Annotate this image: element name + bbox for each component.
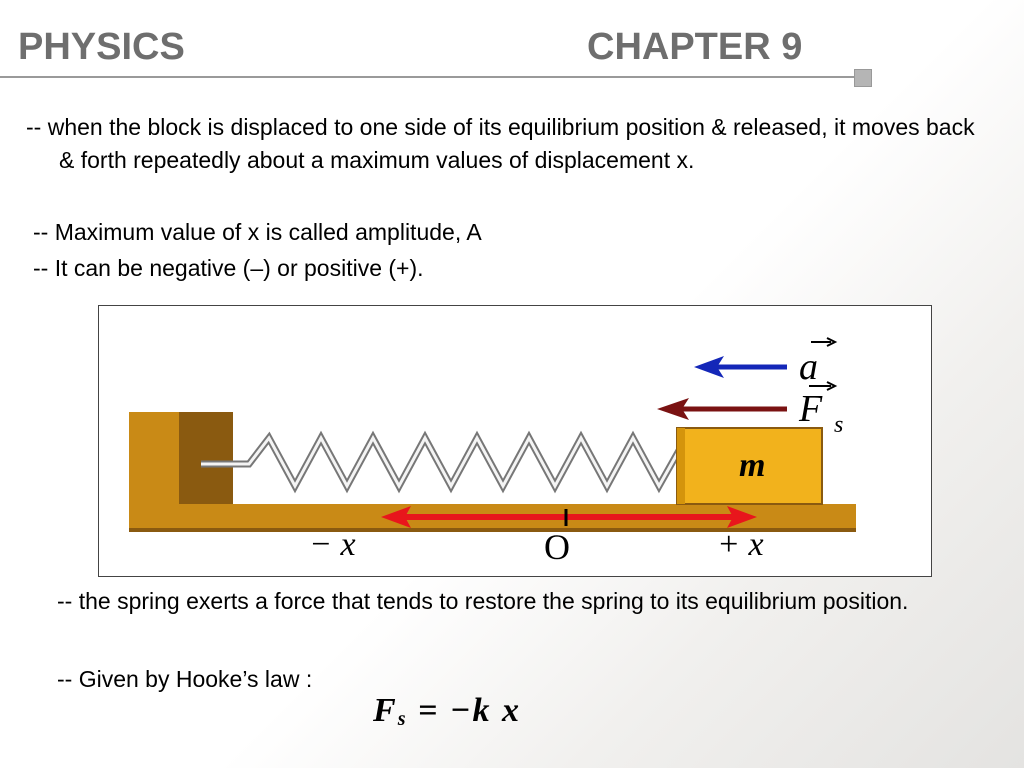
subject-title: PHYSICS xyxy=(18,26,185,68)
bullet-sign: -- It can be negative (–) or positive (+). xyxy=(33,255,424,281)
pos-x-label: + x xyxy=(717,526,764,563)
bullet-amplitude: -- Maximum value of x is called amplitude, A xyxy=(33,219,482,245)
neg-x-label: − x xyxy=(309,526,356,563)
spring-mass-diagram xyxy=(98,305,932,577)
acceleration-label: a xyxy=(799,346,818,388)
bullet-hookes-law: -- Given by Hooke’s law : xyxy=(57,666,313,692)
force-subscript: s xyxy=(834,412,844,438)
bullet-restoring-force: -- the spring exerts a force that tends to restore the spring to its equilibrium position. xyxy=(57,588,909,614)
equation-lhs: F xyxy=(373,692,398,729)
origin-label: O xyxy=(544,527,570,567)
chapter-title: CHAPTER 9 xyxy=(587,26,803,68)
divider-end-square xyxy=(854,69,872,87)
spring xyxy=(201,438,689,486)
mass-label: m xyxy=(739,447,766,484)
hookes-law-equation xyxy=(373,692,521,731)
equation-rhs: = −k x xyxy=(417,692,521,729)
header-divider xyxy=(0,76,858,78)
bullet-displacement: -- when the block is displaced to one side of its equilibrium position & released, it moves back & forth repeatedly about a maximum values of displacement x. xyxy=(26,114,975,173)
equation-lhs-subscript: s xyxy=(397,708,408,730)
force-label: F xyxy=(799,388,823,430)
